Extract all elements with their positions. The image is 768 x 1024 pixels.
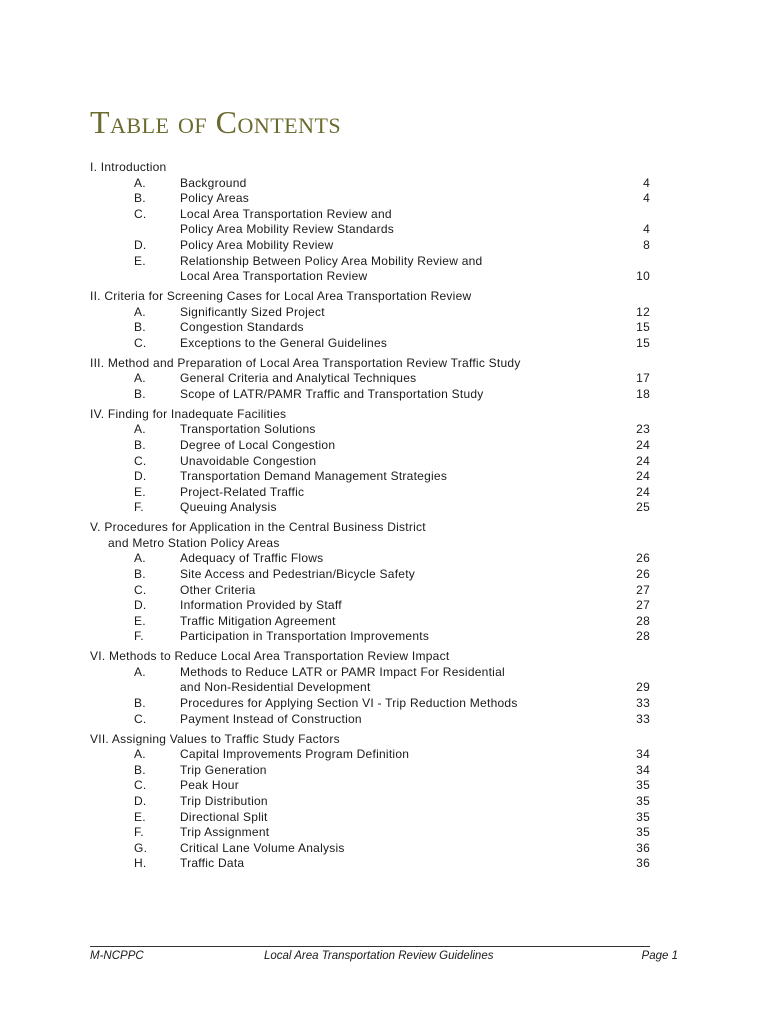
entry-letter: B. [134,762,146,777]
toc-entry [90,176,650,192]
section-heading-line: IV. Finding for Inadequate Facilities [90,406,287,421]
entry-title-line: Trip Generation [180,762,267,777]
entry-title [180,598,610,614]
toc-entry [90,747,650,763]
toc-entry [90,825,650,841]
entry-page-number: 24 [636,453,650,468]
entry-title-line: Payment Instead of Construction [180,711,362,726]
entry-title-line: Trip Assignment [180,825,270,840]
section-heading [90,356,650,372]
entry-page-number: 36 [636,840,650,855]
entry-page-number: 8 [643,237,650,252]
toc-entry [90,305,650,321]
entry-title-line: Scope of LATR/PAMR Traffic and Transportation Study [180,386,484,401]
entry-page-number: 15 [636,335,650,350]
toc-entry [90,598,650,614]
toc-entry [90,387,650,403]
toc-entry [90,614,650,630]
entry-letter: D. [134,469,147,484]
entry-title [180,371,610,387]
toc-section [90,520,650,645]
toc-entry [90,629,650,645]
toc-entry [90,336,650,352]
page-title: Table of Contents [90,104,342,140]
entry-letter: D. [134,237,147,252]
entry-title-line: Participation in Transportation Improvements [180,629,430,644]
entry-letter: D. [134,598,147,613]
toc-entry [90,500,650,516]
entry-title [180,825,610,841]
entry-title [180,794,610,810]
entry-title-line: Relationship Between Policy Area Mobility Review and [180,253,483,268]
entry-letter: A. [134,371,146,386]
entry-letter: F. [134,500,144,515]
entry-title [180,238,610,254]
toc-entry [90,238,650,254]
entry-letter: C. [134,335,147,350]
entry-title [180,551,610,567]
toc-entry [90,454,650,470]
toc-entry [90,696,650,712]
entry-title-line: Other Criteria [180,582,256,597]
section-heading [90,520,650,551]
entry-page-number: 12 [636,304,650,319]
section-heading-line: and Metro Station Policy Areas [108,535,280,550]
entry-title [180,712,610,728]
toc-entry [90,567,650,583]
entry-title-line: Adequacy of Traffic Flows [180,551,324,566]
toc-entry [90,371,650,387]
toc-entry [90,207,650,238]
toc-entry [90,794,650,810]
entry-title [180,438,610,454]
section-heading-line: I. Introduction [90,160,167,174]
entry-letter: B. [134,437,146,452]
entry-title-line: Significantly Sized Project [180,304,325,319]
table-of-contents [90,160,650,876]
entry-letter: F. [134,629,144,644]
entry-title-line: General Criteria and Analytical Techniques [180,371,417,386]
entry-title [180,763,610,779]
section-heading [90,649,650,665]
entry-page-number: 35 [636,809,650,824]
toc-entry [90,320,650,336]
entry-title [180,583,610,599]
entry-letter: G. [134,840,148,855]
entry-page-number: 17 [636,371,650,386]
entry-letter: D. [134,793,147,808]
footer-organization: M-NCPPC [90,950,144,962]
entry-title-line: Queuing Analysis [180,500,277,515]
entry-letter: E. [134,253,146,268]
entry-page-number: 27 [636,598,650,613]
section-heading-line: VII. Assigning Values to Traffic Study Factors [90,731,340,746]
toc-section [90,732,650,872]
entry-title-line: Local Area Transportation Review [180,269,368,284]
toc-entry [90,841,650,857]
entry-page-number: 24 [636,484,650,499]
entry-title [180,254,610,285]
entry-letter: A. [134,551,146,566]
entry-letter: A. [134,664,146,679]
entry-title [180,387,610,403]
entry-title [180,469,610,485]
entry-title-line: Policy Area Mobility Review Standards [180,222,395,237]
entry-page-number: 33 [636,711,650,726]
entry-page-number: 15 [636,320,650,335]
entry-title-line: Procedures for Applying Section VI - Trip Reduction Methods [180,696,518,711]
entry-page-number: 27 [636,582,650,597]
entry-letter: A. [134,175,146,190]
entry-title-line: Information Provided by Staff [180,598,342,613]
entry-title [180,856,610,872]
entry-letter: E. [134,809,146,824]
entry-title-line: and Non-Residential Development [180,680,371,695]
entry-page-number: 25 [636,500,650,515]
entry-page-number: 34 [636,747,650,762]
entry-title [180,665,610,696]
footer-document-title: Local Area Transportation Review Guidelines [264,950,494,962]
entry-letter: C. [134,206,147,221]
entry-title-line: Methods to Reduce LATR or PAMR Impact For Residential [180,664,505,679]
section-heading-line: III. Method and Preparation of Local Area Transportation Review Traffic Study [90,355,521,370]
entry-page-number: 29 [636,680,650,695]
toc-entry [90,254,650,285]
entry-page-number: 4 [643,175,650,190]
entry-title [180,485,610,501]
entry-title-line: Project-Related Traffic [180,484,305,499]
entry-page-number: 33 [636,696,650,711]
entry-letter: A. [134,422,146,437]
entry-page-number: 36 [636,856,650,871]
section-heading-line: VI. Methods to Reduce Local Area Transportation Review Impact [90,649,450,664]
entry-title-line: Exceptions to the General Guidelines [180,335,388,350]
entry-title [180,305,610,321]
entry-title [180,207,610,238]
entry-letter: F. [134,825,144,840]
entry-letter: C. [134,582,147,597]
entry-letter: B. [134,567,146,582]
entry-title-line: Traffic Mitigation Agreement [180,613,336,628]
toc-entry [90,422,650,438]
entry-page-number: 26 [636,551,650,566]
entry-page-number: 28 [636,613,650,628]
toc-entry [90,469,650,485]
entry-title-line: Traffic Data [180,856,245,871]
toc-entry [90,551,650,567]
footer-page-number: Page 1 [641,950,678,962]
entry-page-number: 18 [636,386,650,401]
entry-title-line: Peak Hour [180,778,239,793]
entry-letter: C. [134,778,147,793]
toc-entry [90,191,650,207]
footer-rule [90,946,650,947]
entry-title [180,696,610,712]
toc-entry [90,856,650,872]
entry-title [180,336,610,352]
entry-page-number: 35 [636,778,650,793]
entry-title-line: Policy Areas [180,191,250,206]
entry-page-number: 4 [643,191,650,206]
toc-section [90,356,650,403]
entry-title-line: Critical Lane Volume Analysis [180,840,345,855]
entry-title-line: Site Access and Pedestrian/Bicycle Safety [180,567,416,582]
toc-section [90,649,650,727]
section-heading [90,732,650,748]
toc-entry [90,665,650,696]
entry-letter: B. [134,696,146,711]
entry-letter: A. [134,304,146,319]
entry-title-line: Local Area Transportation Review and [180,206,392,221]
entry-letter: E. [134,484,146,499]
entry-page-number: 24 [636,437,650,452]
toc-entry [90,583,650,599]
entry-title [180,567,610,583]
entry-page-number: 10 [636,269,650,284]
entry-page-number: 35 [636,793,650,808]
entry-title-line: Policy Area Mobility Review [180,237,334,252]
toc-entry [90,438,650,454]
entry-title [180,422,610,438]
section-heading [90,407,650,423]
toc-entry [90,778,650,794]
entry-letter: B. [134,191,146,206]
entry-title [180,810,610,826]
entry-title [180,614,610,630]
entry-letter: E. [134,613,146,628]
entry-page-number: 26 [636,567,650,582]
entry-title-line: Background [180,175,247,190]
entry-title-line: Degree of Local Congestion [180,437,336,452]
entry-letter: H. [134,856,147,871]
entry-title-line: Capital Improvements Program Definition [180,747,410,762]
entry-letter: B. [134,320,146,335]
toc-section [90,160,650,285]
toc-entry [90,712,650,728]
entry-title [180,454,610,470]
entry-letter: A. [134,747,146,762]
toc-entry [90,485,650,501]
section-heading [90,289,650,305]
toc-section [90,407,650,516]
entry-title [180,191,610,207]
entry-title-line: Congestion Standards [180,320,304,335]
entry-page-number: 35 [636,825,650,840]
entry-page-number: 23 [636,422,650,437]
entry-letter: C. [134,453,147,468]
entry-title [180,176,610,192]
toc-entry [90,810,650,826]
entry-title [180,778,610,794]
entry-title [180,747,610,763]
entry-title [180,629,610,645]
section-heading-line: V. Procedures for Application in the Central Business District [90,520,426,535]
section-heading [90,160,650,176]
entry-page-number: 34 [636,762,650,777]
entry-title-line: Unavoidable Congestion [180,453,317,468]
entry-page-number: 4 [643,222,650,237]
entry-title [180,841,610,857]
entry-title-line: Directional Split [180,809,268,824]
entry-title [180,500,610,516]
entry-title [180,320,610,336]
entry-page-number: 24 [636,469,650,484]
toc-entry [90,763,650,779]
entry-title-line: Transportation Solutions [180,422,316,437]
entry-title-line: Transportation Demand Management Strategies [180,469,448,484]
section-heading-line: II. Criteria for Screening Cases for Local Area Transportation Review [90,289,472,304]
toc-section [90,289,650,351]
entry-letter: C. [134,711,147,726]
entry-title-line: Trip Distribution [180,793,268,808]
entry-page-number: 28 [636,629,650,644]
entry-letter: B. [134,386,146,401]
